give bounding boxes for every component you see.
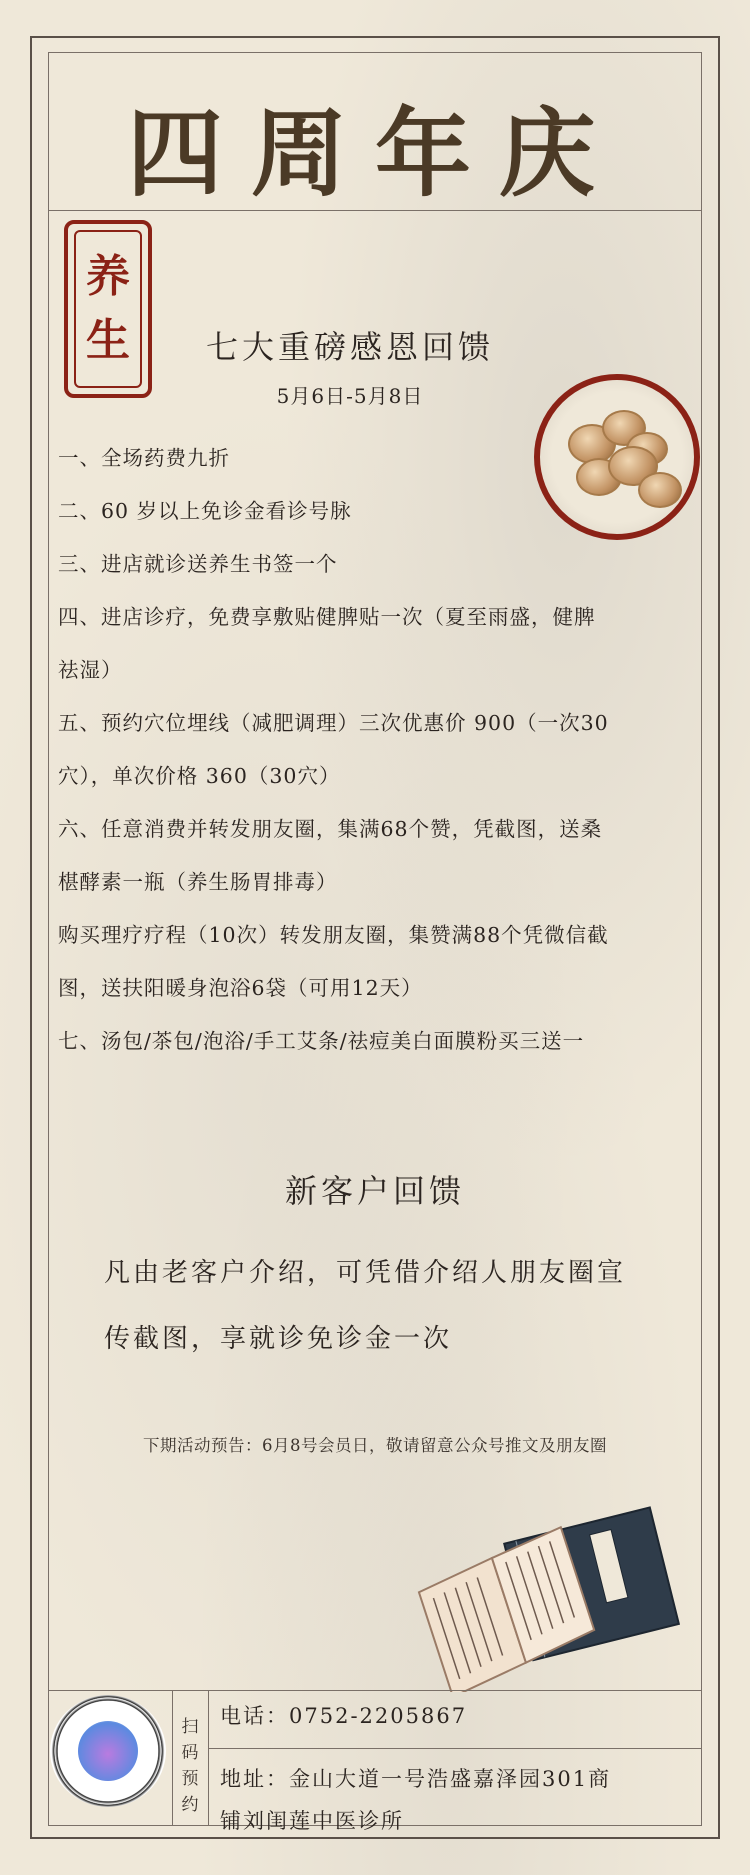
address (220, 1758, 680, 1842)
date-range: 5月6日-5月8日 (276, 384, 424, 408)
offer-list (58, 432, 698, 1068)
headline: 七大重磅感恩回馈 (205, 328, 494, 366)
books-illustration (410, 1492, 710, 1692)
new-customer-line: 传截图，享就诊免诊金一次 (104, 1324, 453, 1354)
address-line: 铺刘闺莲中医诊所 (220, 1809, 404, 1833)
list-item: 一、全场药费九折 (58, 446, 230, 470)
phone-number: 电话：0752-2205867 (220, 1704, 468, 1728)
list-item: 穴），单次价格 360（30穴） (58, 764, 341, 788)
list-item: 七、汤包/茶包/泡浴/手工艾条/祛痘美白面膜粉买三送一 (58, 1029, 585, 1053)
next-event-notice: 下期活动预告：6月8号会员日，敬请留意公众号推文及朋友圈 (143, 1436, 607, 1455)
list-item: 二、60 岁以上免诊金看诊号脉 (58, 499, 352, 523)
footer-divider-left (172, 1690, 173, 1826)
new-customer-title: 新客户回馈 (284, 1172, 465, 1210)
seal-stamp (64, 220, 152, 398)
list-item: 购买理疗疗程（10次）转发朋友圈，集赞满88个凭微信截 (58, 923, 609, 947)
new-customer-line: 凡由老客户介绍，可凭借介绍人朋友圈宣 (104, 1258, 627, 1288)
new-customer-body (104, 1240, 664, 1372)
list-item: 椹酵素一瓶（养生肠胃排毒） (58, 870, 338, 894)
footer-divider-right (208, 1690, 209, 1826)
page-title: 四周年庆 (127, 97, 623, 210)
footer-divider (48, 1690, 702, 1691)
list-item: 六、任意消费并转发朋友圈，集满68个赞，凭截图，送桑 (58, 817, 603, 841)
list-item: 祛湿） (58, 658, 123, 682)
lotus-icon (78, 1721, 138, 1781)
seal-char-1: 养 (86, 251, 130, 302)
footer-row-divider (208, 1748, 702, 1749)
seal-char-2: 生 (86, 315, 130, 366)
list-item: 三、进店就诊送养生书签一个 (58, 552, 338, 576)
list-item: 五、预约穴位埋线（减肥调理）三次优惠价 900（一次30 (58, 711, 609, 735)
list-item: 四、进店诊疗，免费享敷贴健脾贴一次（夏至雨盛，健脾 (58, 605, 596, 629)
list-item: 图，送扶阳暖身泡浴6袋（可用12天） (58, 976, 423, 1000)
address-line: 地址：金山大道一号浩盛嘉泽园301商 (220, 1767, 612, 1791)
mini-program-qr-code[interactable] (50, 1695, 166, 1807)
scan-to-book-label: 扫 码 预 约 (181, 1717, 199, 1815)
